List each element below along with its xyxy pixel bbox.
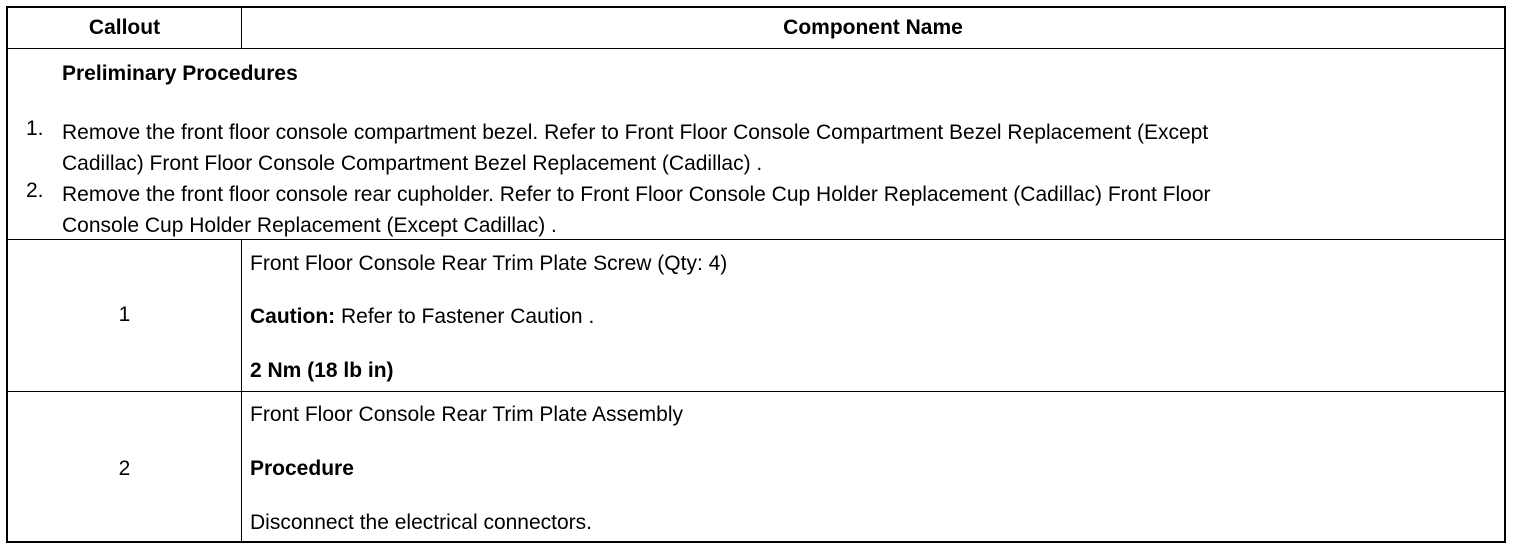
component-name: Front Floor Console Rear Trim Plate Screw (Qty: 4) bbox=[250, 252, 728, 275]
step-text-line1: Remove the front floor console compartment bezel. Refer to Front Floor Console Compartment Bezel Replacement (Except bbox=[62, 121, 1209, 144]
step-number: 2. bbox=[26, 179, 44, 202]
step-text-line1: Remove the front floor console rear cupholder. Refer to Front Floor Console Cup Holder Replacement (Cadillac) Front Floor bbox=[62, 183, 1211, 206]
component-cell bbox=[242, 240, 1504, 391]
preliminary-title: Preliminary Procedures bbox=[62, 62, 298, 85]
procedure-table bbox=[6, 6, 1506, 543]
header-callout: Callout bbox=[8, 8, 242, 48]
component-name: Front Floor Console Rear Trim Plate Assembly bbox=[250, 403, 683, 426]
preliminary-procedures-row bbox=[8, 49, 1504, 240]
caution-label: Caution: bbox=[250, 305, 336, 328]
component-cell bbox=[242, 392, 1504, 541]
callout-cell bbox=[8, 240, 242, 391]
step-text-line2: Console Cup Holder Replacement (Except Cadillac) . bbox=[62, 214, 557, 237]
step-number: 1. bbox=[26, 117, 44, 140]
caution-text: Refer to Fastener Caution . bbox=[335, 305, 595, 328]
table-row bbox=[8, 240, 1504, 392]
header-component-name: Component Name bbox=[783, 16, 963, 39]
procedure-label: Procedure bbox=[250, 457, 354, 480]
callout-cell bbox=[8, 392, 242, 541]
callout-number: 2 bbox=[118, 457, 131, 480]
caution-note bbox=[250, 305, 594, 329]
torque-spec: 2 Nm (18 lb in) bbox=[250, 359, 394, 382]
step-text-line2: Cadillac) Front Floor Console Compartment Bezel Replacement (Cadillac) . bbox=[62, 152, 763, 175]
callout-number: 1 bbox=[118, 303, 131, 326]
procedure-text: Disconnect the electrical connectors. bbox=[250, 511, 592, 534]
table-row bbox=[8, 392, 1504, 541]
table-header-row bbox=[8, 8, 1504, 49]
